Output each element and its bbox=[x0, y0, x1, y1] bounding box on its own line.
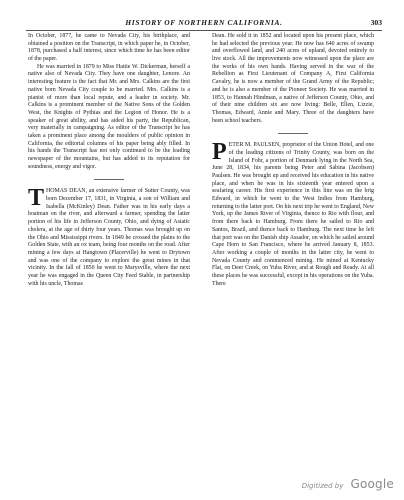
drop-cap-t: T bbox=[28, 185, 45, 212]
page-number: 303 bbox=[370, 18, 382, 27]
dean-biography bbox=[28, 185, 190, 288]
calkins-paragraph-2: He was married in 1879 to Miss Hattie W. Dickerman, herself a native also of Nevada City. They have one daughter, Lenore. An interesting feature is the fact that Mr. and Mrs. Calkins are the first native born Nevada City couple to be married. Mrs. Calkins is a pianist of more than local repute, and a leader in society. Mr. Calkins is a prominent member of the Native Sons of the Golden West, the Knights of Pythias and the Legion of Honor. He is a speaker of great ability, and has aided his party, the Republican, very materially in campaigning. As editor of the Transcript he has taken a prominent place among the moulders of public opinion in California, the editorial columns of his paper being ably filled. In his hands the Transcript has not only continued to be the leading newspaper of the mountains, but has added to its reputation for soundness, energy and vigor. bbox=[28, 63, 190, 170]
calkins-paragraph-1: In October, 1877, he came to Nevada City, his birthplace, and obtained a position on the Transcript, in which paper he, in October, 1878, purchased a half interest, since which time he has been editor of the paper. bbox=[28, 33, 190, 63]
digitized-by-google-watermark bbox=[302, 473, 394, 492]
dean-continuation: Dean. He sold it in 1852 and located upon his present place, which he had selected the previous year. He now has 640 acres of swamp and overflowed land, and 240 acres of upland, devoted entirely to live stock. All the improvements now witnessed upon the place are the works of his own hands. Having served in the war of the Rebellion as First Lieutenant of Company A, First California Cavalry, he is now a member of the Grand Army of the Republic; and he is also a member of the Pioneer Society. He was married in 1853, to Hannah Hindman, a native of Jefferson County, Ohio, and of their nine children six are now living: Belle, Ellen, Lizzie, Thomas, Edward, Annie and Mary. Three of the daughters have been school teachers. bbox=[212, 33, 374, 124]
paulsen-biography bbox=[212, 139, 374, 288]
watermark-prefix: Digitized by bbox=[301, 482, 344, 490]
section-divider bbox=[278, 133, 308, 134]
dean-biography-text: HOMAS DEAN, an extensive farmer of Sutter County, was born December 17, 1831, in Virginia, a son of William and Isabella (McKinley) Dean. Father was in his early days a boatman on the river, and afterward a farmer, spending the latter portion of his life in Jefferson County, Ohio, and dying of Asiatic cholera, at the age of thirty four years. Thomas was brought up on the Ohio and Mississippi rivers. In 1849 he crossed the plains to the Golden State, with an ox team, being four months on the road. After mining a few days at Hangtown (Placerville) he went to Drytown and was one of the company to explore the great mines in that vicinity. In the fall of 1850 he went to Marysville, where the next year he was engaged in the Queen City Feed Stable, in partnership with his uncle, Thomas bbox=[28, 188, 190, 287]
drop-cap-p: P bbox=[212, 139, 227, 166]
google-logo: Google bbox=[350, 477, 394, 491]
right-column bbox=[212, 33, 374, 288]
header-rule bbox=[26, 30, 382, 31]
running-head-title: HISTORY OF NORTHERN CALIFORNIA. bbox=[125, 18, 283, 27]
left-column bbox=[28, 33, 190, 288]
section-divider bbox=[94, 179, 124, 180]
paulsen-biography-text: ETER M. PAULSEN, proprietor of the Union Hotel, and one of the leading citizens of Trinity County, was born on the Island of Fohr, a portion of Denmark lying in the North Sea, June 28, 1834, his parents being Peter and Sabina (Jacobsen) Paulsen. He was brought up and received his education in his native place, and when he was in his sixteenth year entered upon a seafaring career. His first experience in this line was on the brig Edward, in which he went to the West Indies from Hamburg, returning to the latter port. On his next trip he went to England, New York, up the James River of Virginia, thence to Rio with flour, and from there back to Hamburg. From there he sailed to Rio and Santos, Brazil, and thence back to Hamburg. The next time he left that port was on the Danish ship Assador, on which he sailed around Cape Horn to San Francisco, where he arrived January 8, 1853. After working a couple of months in the latter city, he went to Nevada County and commenced mining. He mined at Kentucky Flat, on Deer Creek, on Yuba River, and at Rough and Ready. At all these places he was successful, except in his operations on the Yuba. There bbox=[212, 142, 374, 287]
